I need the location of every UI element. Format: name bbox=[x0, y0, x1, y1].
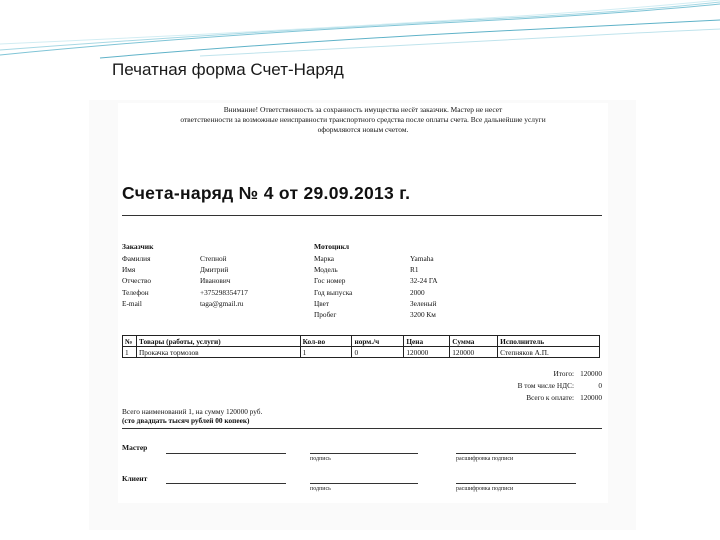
client-line bbox=[166, 483, 286, 484]
notice-line: Внимание! Ответственность за сохранность имущества несёт заказчик. Мастер не несет bbox=[223, 105, 503, 114]
customer-value: Иванович bbox=[200, 276, 231, 286]
totals-block bbox=[496, 368, 602, 404]
motorcycle-value: 3200 Км bbox=[410, 309, 436, 319]
title-divider bbox=[122, 215, 602, 216]
client-decode-line bbox=[456, 483, 576, 484]
motorcycle-value: 32-24 ГА bbox=[410, 276, 438, 286]
column-header: Сумма bbox=[450, 336, 498, 347]
motorcycle-label: Год выпуска bbox=[314, 287, 353, 297]
items-table-header bbox=[123, 336, 600, 347]
client-sign-line bbox=[310, 483, 418, 484]
column-header: норм./ч bbox=[352, 336, 404, 347]
customer-heading: Заказчик bbox=[122, 242, 154, 251]
motorcycle-values bbox=[410, 253, 438, 320]
customer-label: E-mail bbox=[122, 298, 142, 308]
total-value: 120000 bbox=[580, 369, 602, 378]
master-line bbox=[166, 453, 286, 454]
vat-label: В том числе НДС: bbox=[517, 381, 574, 390]
motorcycle-label: Цвет bbox=[314, 298, 330, 308]
vat-value: 0 bbox=[598, 381, 602, 390]
table-row bbox=[123, 347, 600, 358]
motorcycle-labels bbox=[314, 253, 352, 320]
table-cell: 120000 bbox=[404, 347, 450, 358]
motorcycle-value: 2000 bbox=[410, 287, 425, 297]
column-header: № bbox=[123, 336, 137, 347]
customer-label: Фамилия bbox=[122, 254, 151, 263]
motorcycle-label: Модель bbox=[314, 265, 338, 275]
customer-label: Имя bbox=[122, 265, 136, 275]
customer-value: Степной bbox=[200, 254, 227, 263]
column-header: Кол-во bbox=[300, 336, 352, 347]
master-decode-caption: расшифровка подписи bbox=[456, 456, 514, 462]
customer-value: taga@gmail.ru bbox=[200, 298, 244, 308]
column-header: Исполнитель bbox=[498, 336, 600, 347]
customer-value: +375298354717 bbox=[200, 287, 248, 297]
signature-divider bbox=[122, 428, 602, 429]
client-label: Клиент bbox=[122, 474, 148, 483]
master-sign-line bbox=[310, 453, 418, 454]
total-row bbox=[496, 368, 602, 380]
customer-label: Телефон bbox=[122, 287, 149, 297]
table-cell: 1 bbox=[300, 347, 352, 358]
customer-value: Дмитрий bbox=[200, 265, 229, 275]
grand-total-value: 120000 bbox=[580, 393, 602, 402]
table-cell: 0 bbox=[352, 347, 404, 358]
count-line: Всего наименований 1, на сумму 120000 руб. bbox=[122, 407, 263, 416]
motorcycle-value: Yamaha bbox=[410, 254, 434, 263]
amount-in-words: (сто двадцать тысяч рублей 00 копеек) bbox=[122, 416, 250, 425]
slide-title: Печатная форма Счет-Наряд bbox=[112, 60, 344, 79]
table-cell: 1 bbox=[123, 347, 137, 358]
motorcycle-label: Марка bbox=[314, 254, 335, 263]
customer-values bbox=[200, 253, 248, 309]
table-cell: Прокачка тормозов bbox=[136, 347, 300, 358]
notice-line: ответственности за возможные неисправности транспортного средства после оплаты счета. Все дальнейшие услуги bbox=[180, 115, 546, 124]
motorcycle-label: Пробег bbox=[314, 309, 337, 319]
motorcycle-value: R1 bbox=[410, 265, 419, 275]
slide-header-decoration bbox=[0, 0, 720, 60]
motorcycle-label: Гос номер bbox=[314, 276, 346, 286]
client-decode-caption: расшифровка подписи bbox=[456, 486, 514, 492]
items-table bbox=[122, 335, 600, 358]
table-cell: Степняков А.П. bbox=[498, 347, 600, 358]
disclaimer-notice bbox=[118, 105, 608, 135]
master-sign-caption: подпись bbox=[310, 456, 331, 462]
table-cell: 120000 bbox=[450, 347, 498, 358]
items-count-summary bbox=[122, 407, 262, 425]
master-label: Мастер bbox=[122, 443, 148, 452]
motorcycle-value: Зеленый bbox=[410, 298, 437, 308]
customer-labels bbox=[122, 253, 151, 309]
column-header: Товары (работы, услуги) bbox=[136, 336, 300, 347]
column-header: Цена bbox=[404, 336, 450, 347]
grand-total-row bbox=[496, 392, 602, 404]
grand-total-label: Всего к оплате: bbox=[526, 393, 574, 402]
customer-label: Отчество bbox=[122, 276, 152, 286]
invoice-document bbox=[118, 103, 608, 503]
document-title: Счета-наряд № 4 от 29.09.2013 г. bbox=[122, 183, 411, 203]
client-sign-caption: подпись bbox=[310, 486, 331, 492]
motorcycle-heading: Мотоцикл bbox=[314, 242, 350, 251]
master-decode-line bbox=[456, 453, 576, 454]
total-label: Итого: bbox=[553, 369, 574, 378]
vat-row bbox=[496, 380, 602, 392]
notice-line: оформляются новым счетом. bbox=[317, 125, 409, 134]
